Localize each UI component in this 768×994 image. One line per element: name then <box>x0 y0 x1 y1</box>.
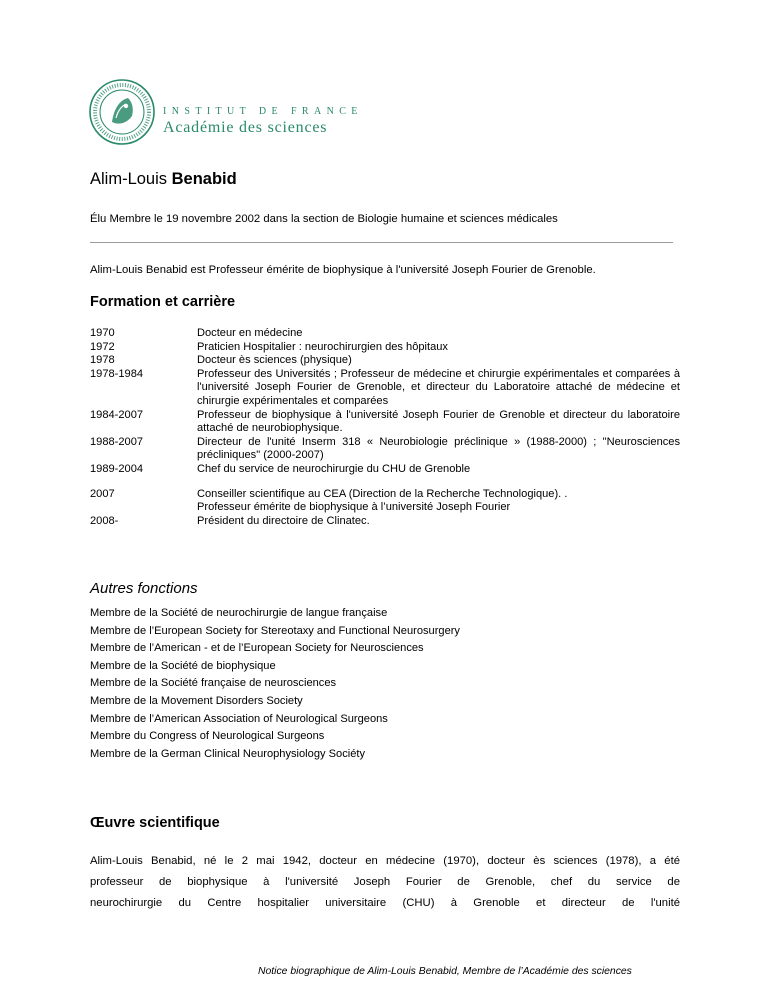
career-row <box>90 501 680 515</box>
person-name <box>90 170 237 189</box>
career-row <box>90 463 680 477</box>
career-row <box>90 341 680 355</box>
page-footer: Notice biographique de Alim-Louis Benabid, Membre de l’Académie des sciences <box>258 966 632 977</box>
career-row <box>90 409 680 436</box>
seal-icon <box>88 78 156 146</box>
academie-label: Académie des sciences <box>163 119 328 136</box>
intro-text: Alim-Louis Benabid est Professeur émérite de biophysique à l'université Joseph Fourier de Grenoble. <box>90 264 596 276</box>
paragraph-line: professeur de biophysique à l'université Joseph Fourier de Grenoble, chef du service de <box>90 876 680 888</box>
career-text: Professeur des Universités ; Professeur de médecine et chirurgie expérimentales et comparées à l'université Joseph Fourier de Grenoble, et directeur du Laboratoire attaché de médecine et chirurgie expérimentales et comparées <box>197 367 680 407</box>
career-text: Président du directoire de Clinatec. <box>197 514 370 527</box>
institut-label: INSTITUT DE FRANCE <box>163 106 363 117</box>
list-item: Membre de l’European Society for Stereotaxy and Functional Neurosurgery <box>90 624 460 637</box>
career-row <box>90 488 680 502</box>
list-item: Membre de l’American - et de l’European Society for Neurosciences <box>90 642 424 655</box>
career-year: 1984-2007 <box>90 408 144 421</box>
section-title-autres: Autres fonctions <box>90 580 198 597</box>
career-text: Docteur ès sciences (physique) <box>197 354 352 367</box>
career-row <box>90 515 680 529</box>
oeuvre-paragraph <box>90 851 680 914</box>
career-year: 1988-2007 <box>90 435 144 448</box>
career-text: Directeur de l'unité Inserm 318 « Neurobiologie préclinique » (1988-2000) ; "Neurosciences précliniques" (2000-2007) <box>197 435 680 462</box>
list-item: Membre de la Société de biophysique <box>90 659 276 672</box>
divider <box>90 242 673 243</box>
career-text: Praticien Hospitalier : neurochirurgien des hôpitaux <box>197 340 448 353</box>
career-year: 2007 <box>90 487 115 500</box>
career-year: 1978 <box>90 354 115 367</box>
career-text: Chef du service de neurochirurgie du CHU de Grenoble <box>197 462 471 475</box>
career-text: Conseiller scientifique au CEA (Direction de la Recherche Technologique). . <box>197 487 568 500</box>
career-year <box>90 501 197 515</box>
last-name: Benabid <box>171 170 237 188</box>
list-item: Membre de l’American Association of Neurological Surgeons <box>90 712 388 725</box>
section-title-formation: Formation et carrière <box>90 294 236 310</box>
career-year: 1972 <box>90 340 115 353</box>
career-table <box>90 327 680 528</box>
election-info: Élu Membre le 19 novembre 2002 dans la section de Biologie humaine et sciences médicales <box>90 213 558 225</box>
career-year: 2008- <box>90 514 119 527</box>
list-item: Membre de la Société française de neurosciences <box>90 677 337 690</box>
list-item: Membre du Congress of Neurological Surgeons <box>90 730 325 743</box>
career-year: 1970 <box>90 327 115 339</box>
career-row <box>90 436 680 463</box>
list-item: Membre de la Movement Disorders Society <box>90 694 303 707</box>
list-item: Membre de la Société de neurochirurgie de langue française <box>90 607 388 619</box>
section-title-oeuvre: Œuvre scientifique <box>90 815 220 831</box>
career-row <box>90 327 680 341</box>
career-year: 1978-1984 <box>90 367 144 380</box>
career-text: Professeur de biophysique à l'université Joseph Fourier de Grenoble et directeur du laboratoire attaché de neurobiophysique. <box>197 408 680 435</box>
career-row <box>90 354 680 368</box>
functions-list <box>90 605 460 763</box>
career-year: 1989-2004 <box>90 462 144 475</box>
paragraph-line: Alim-Louis Benabid, né le 2 mai 1942, docteur en médecine (1970), docteur ès sciences (1978), a été <box>90 855 680 867</box>
career-row <box>90 368 680 409</box>
career-text: Professeur émérite de biophysique à l’université Joseph Fourier <box>197 501 511 514</box>
spacer <box>90 477 680 488</box>
paragraph-line: neurochirurgie du Centre hospitalier universitaire (CHU) à Grenoble et directeur de l'unité <box>90 897 680 909</box>
first-name: Alim-Louis <box>90 170 168 188</box>
list-item: Membre de la German Clinical Neurophysiology Sociéty <box>90 747 365 760</box>
career-text: Docteur en médecine <box>197 327 303 339</box>
